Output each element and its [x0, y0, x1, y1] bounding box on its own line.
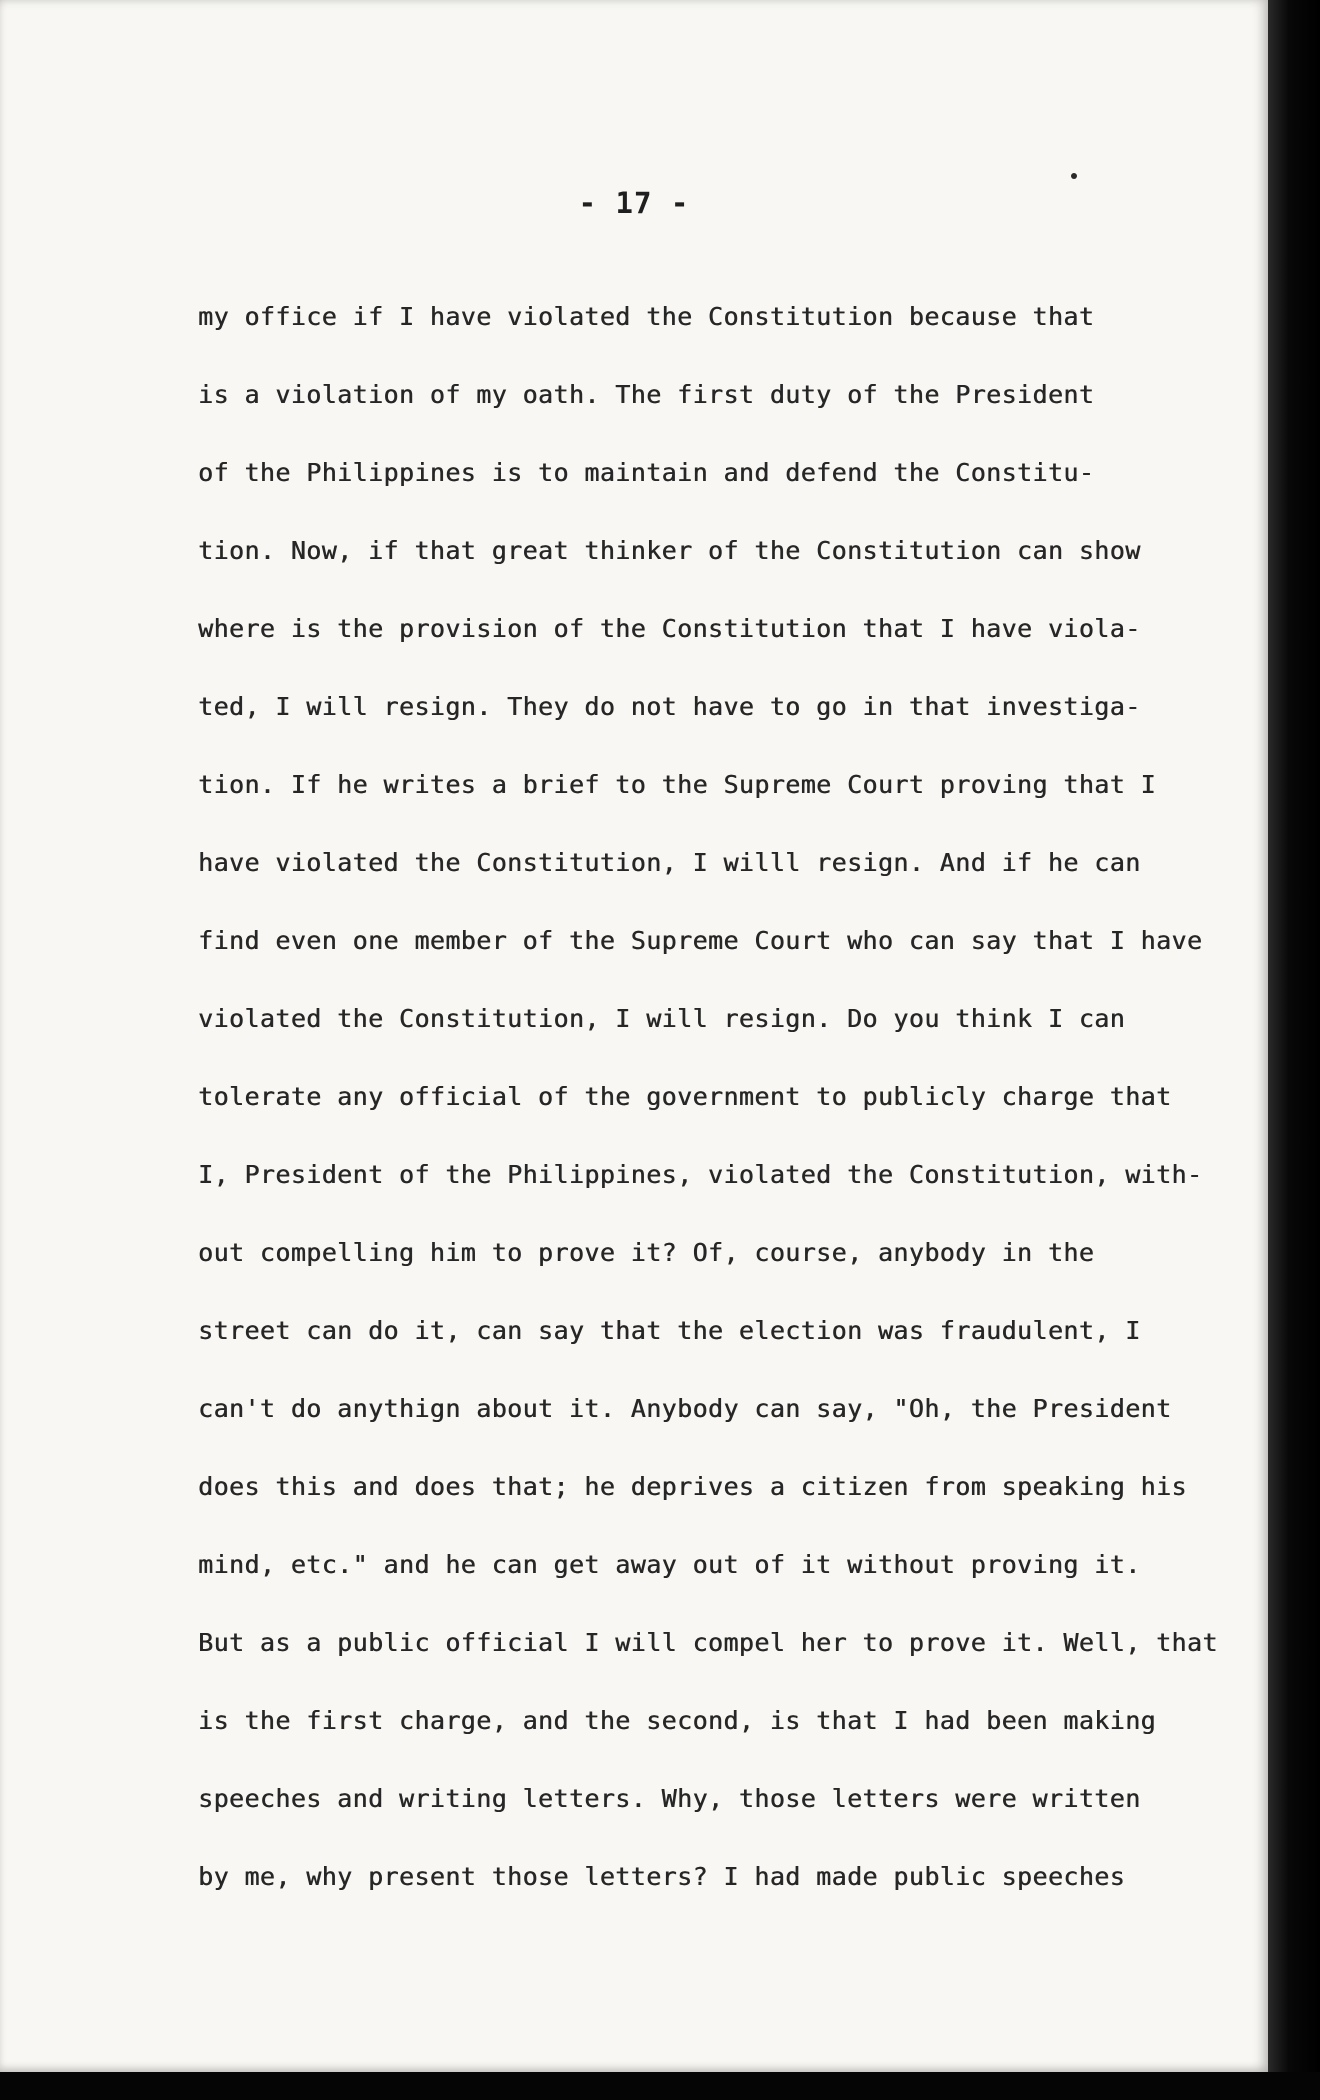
ink-speck [1071, 173, 1077, 179]
text-line: have violated the Constitution, I willl resign. And if he can [198, 848, 1141, 877]
text-line: find even one member of the Supreme Court who can say that I have [198, 926, 1203, 955]
text-line: tion. Now, if that great thinker of the Constitution can show [198, 536, 1141, 565]
text-line: violated the Constitution, I will resign. Do you think I can [198, 1004, 1126, 1033]
text-line: But as a public official I will compel her to prove it. Well, that [198, 1628, 1218, 1657]
text-line: mind, etc." and he can get away out of it without proving it. [198, 1550, 1141, 1579]
text-line: can't do anythign about it. Anybody can say, "Oh, the President [198, 1394, 1172, 1423]
text-line: out compelling him to prove it? Of, course, anybody in the [198, 1238, 1095, 1267]
scan-bottom-shadow [0, 2072, 1320, 2100]
text-line: my office if I have violated the Constitution because that [198, 302, 1095, 331]
page-number: - 17 - [578, 186, 690, 220]
body-text [198, 288, 1258, 1926]
text-line: speeches and writing letters. Why, those letters were written [198, 1784, 1141, 1813]
text-line: of the Philippines is to maintain and defend the Constitu- [198, 458, 1095, 487]
text-line: by me, why present those letters? I had made public speeches [198, 1862, 1126, 1891]
text-line: I, President of the Philippines, violated the Constitution, with- [198, 1160, 1203, 1189]
text-line: ted, I will resign. They do not have to go in that investiga- [198, 692, 1141, 721]
text-line: tion. If he writes a brief to the Supreme Court proving that I [198, 770, 1156, 799]
text-line: street can do it, can say that the election was fraudulent, I [198, 1316, 1141, 1345]
text-line: does this and does that; he deprives a citizen from speaking his [198, 1472, 1187, 1501]
text-line: is the first charge, and the second, is that I had been making [198, 1706, 1156, 1735]
text-line: where is the provision of the Constitution that I have viola- [198, 614, 1141, 643]
text-line: is a violation of my oath. The first duty of the President [198, 380, 1095, 409]
scan-edge-shadow [1268, 0, 1320, 2100]
text-line: tolerate any official of the government to publicly charge that [198, 1082, 1172, 1111]
